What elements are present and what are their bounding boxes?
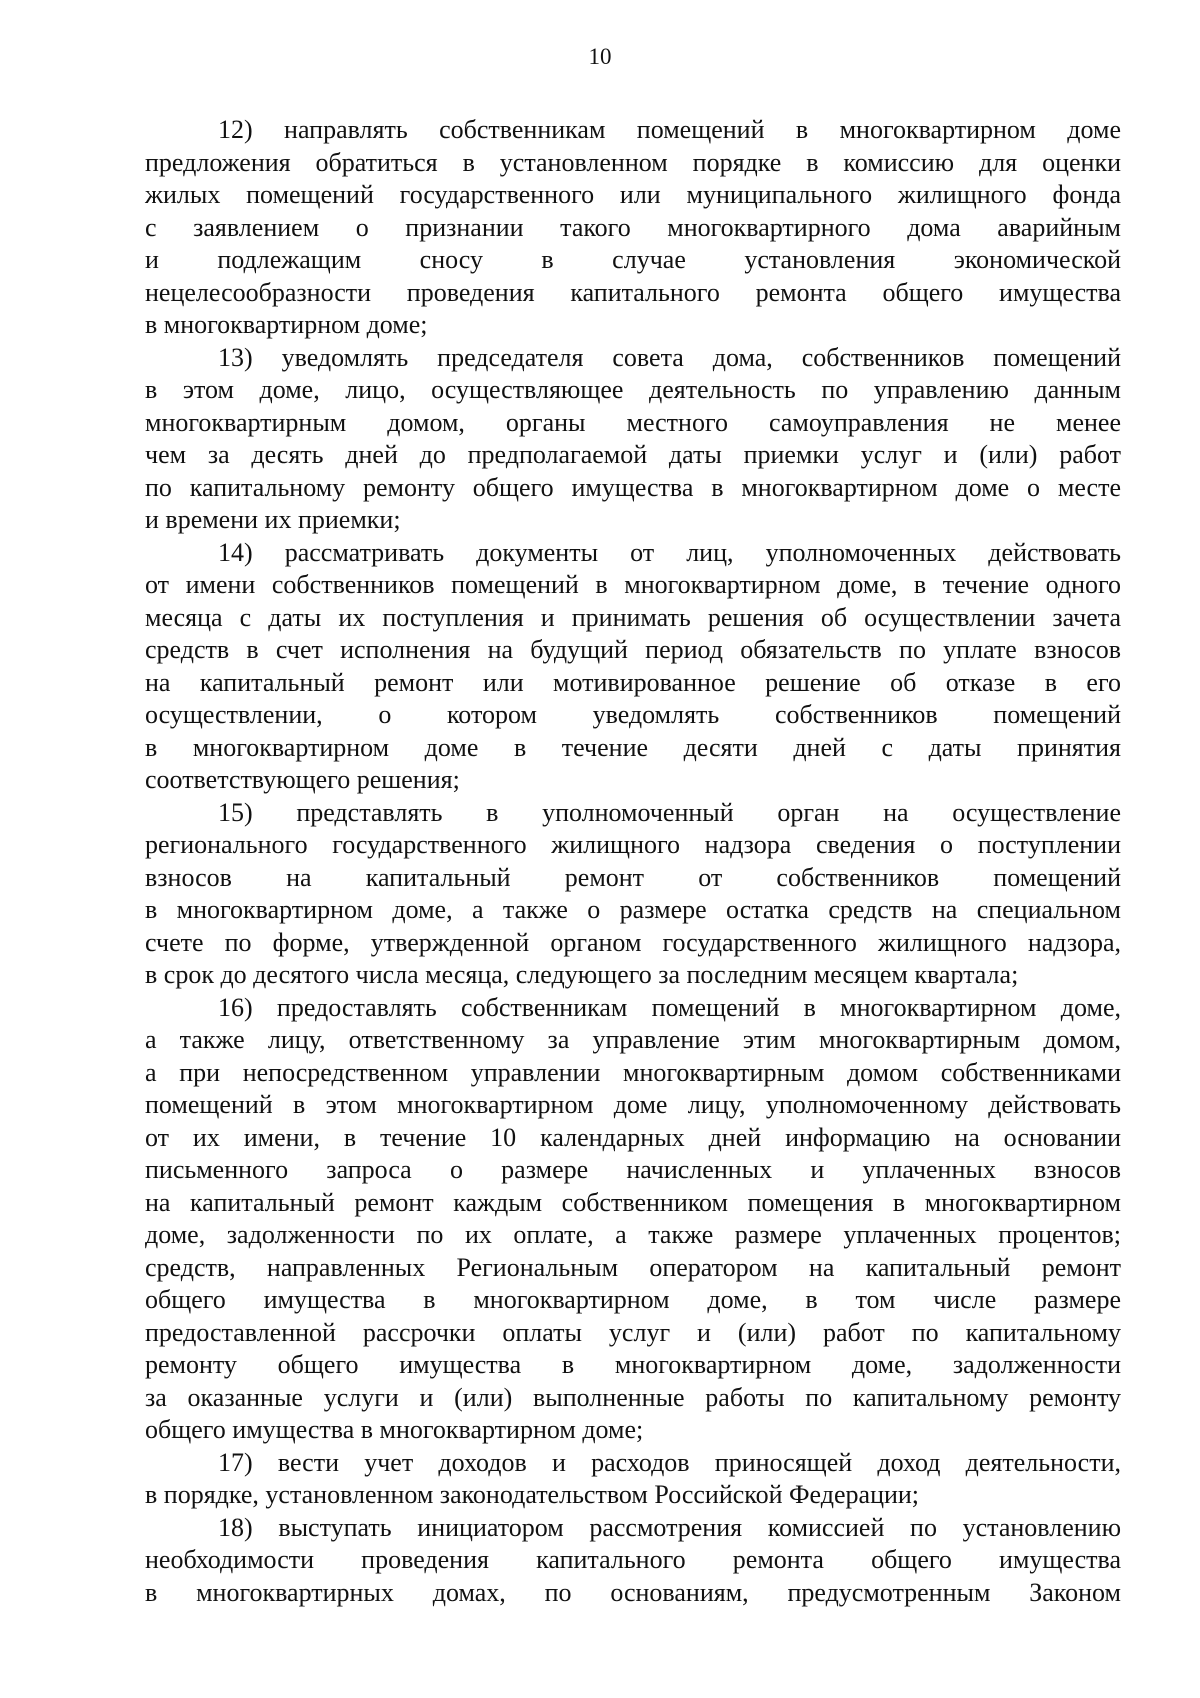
text-line: помещений в этом многоквартирном доме лицу, уполномоченному действовать: [145, 1090, 1121, 1119]
text-line: 13) уведомлять председателя совета дома, собственников помещений: [218, 342, 1121, 372]
text-line: в многоквартирных домах, по основаниям, предусмотренным Законом: [145, 1577, 1121, 1607]
text-line: взносов на капитальный ремонт от собственников помещений: [145, 862, 1121, 892]
paragraph: [145, 797, 1121, 992]
text-line: в этом доме, лицо, осуществляющее деятельность по управлению данным: [145, 375, 1121, 404]
text-line: 15) представлять в уполномоченный орган на осуществление: [218, 797, 1121, 827]
text-line: общего имущества в многоквартирном доме;: [145, 1415, 644, 1444]
text-line: средств, направленных Региональным оператором на капитальный ремонт: [145, 1252, 1121, 1282]
text-line: 14) рассматривать документы от лиц, уполномоченных действовать: [218, 537, 1121, 567]
paragraph: [145, 1447, 1121, 1512]
text-line: за оказанные услуги и (или) выполненные работы по капитальному ремонту: [145, 1382, 1121, 1412]
text-line: ремонту общего имущества в многоквартирном доме, задолженности: [145, 1350, 1121, 1379]
paragraph: [145, 342, 1121, 537]
text-line: а также лицу, ответственному за управление этим многоквартирным домом,: [145, 1025, 1121, 1054]
text-line: и времени их приемки;: [145, 505, 401, 534]
text-line: от имени собственников помещений в многоквартирном доме, в течение одного: [145, 570, 1121, 599]
page-number: 10: [588, 44, 612, 69]
document-body: [145, 114, 1121, 1609]
text-line: счете по форме, утвержденной органом государственного жилищного надзора,: [145, 927, 1121, 957]
text-line: осуществлении, о котором уведомлять собственников помещений: [145, 700, 1121, 729]
text-line: в порядке, установленном законодательством Российской Федерации;: [145, 1480, 920, 1509]
text-line: общего имущества в многоквартирном доме, в том числе размере: [145, 1285, 1121, 1314]
text-line: по капитальному ремонту общего имущества в многоквартирном доме о месте: [145, 472, 1121, 502]
text-line: от их имени, в течение 10 календарных дней информацию на основании: [145, 1122, 1121, 1152]
text-line: нецелесообразности проведения капитального ремонта общего имущества: [145, 277, 1121, 307]
paragraph: [145, 537, 1121, 797]
text-line: регионального государственного жилищного надзора сведения о поступлении: [145, 830, 1121, 859]
text-line: с заявлением о признании такого многоквартирного дома аварийным: [145, 212, 1121, 242]
text-line: на капитальный ремонт или мотивированное решение об отказе в его: [145, 667, 1121, 697]
text-line: доме, задолженности по их оплате, а также размере уплаченных процентов;: [145, 1220, 1121, 1249]
text-line: 12) направлять собственникам помещений в многоквартирном доме: [218, 115, 1121, 144]
text-line: 16) предоставлять собственникам помещений в многоквартирном доме,: [218, 992, 1121, 1022]
text-line: в многоквартирном доме в течение десяти дней с даты принятия: [145, 732, 1121, 762]
text-line: в многоквартирном доме, а также о размере остатка средств на специальном: [145, 895, 1121, 924]
paragraph: [145, 992, 1121, 1447]
text-line: а при непосредственном управлении многоквартирным домом собственниками: [145, 1057, 1121, 1087]
text-line: многоквартирным домом, органы местного самоуправления не менее: [145, 407, 1121, 437]
text-line: предложения обратиться в установленном порядке в комиссию для оценки: [145, 147, 1121, 177]
paragraph: [145, 1512, 1121, 1610]
text-line: необходимости проведения капитального ремонта общего имущества: [145, 1545, 1121, 1574]
text-line: и подлежащим сносу в случае установления экономической: [145, 245, 1121, 274]
paragraph: [145, 114, 1121, 342]
text-line: в срок до десятого числа месяца, следующего за последним месяцем квартала;: [145, 960, 1019, 989]
text-line: на капитальный ремонт каждым собственником помещения в многоквартирном: [145, 1187, 1121, 1217]
text-line: 17) вести учет доходов и расходов приносящей доход деятельности,: [218, 1447, 1121, 1477]
text-line: в многоквартирном доме;: [145, 310, 428, 339]
text-line: жилых помещений государственного или муниципального жилищного фонда: [145, 180, 1121, 209]
text-line: месяца с даты их поступления и принимать решения об осуществлении зачета: [145, 602, 1121, 632]
text-line: письменного запроса о размере начисленных и уплаченных взносов: [145, 1155, 1121, 1184]
text-line: чем за десять дней до предполагаемой даты приемки услуг и (или) работ: [145, 440, 1121, 469]
text-line: средств в счет исполнения на будущий период обязательств по уплате взносов: [145, 635, 1121, 664]
text-line: 18) выступать инициатором рассмотрения комиссией по установлению: [218, 1512, 1121, 1542]
text-line: предоставленной рассрочки оплаты услуг и (или) работ по капитальному: [145, 1317, 1121, 1347]
text-line: соответствующего решения;: [145, 765, 460, 794]
